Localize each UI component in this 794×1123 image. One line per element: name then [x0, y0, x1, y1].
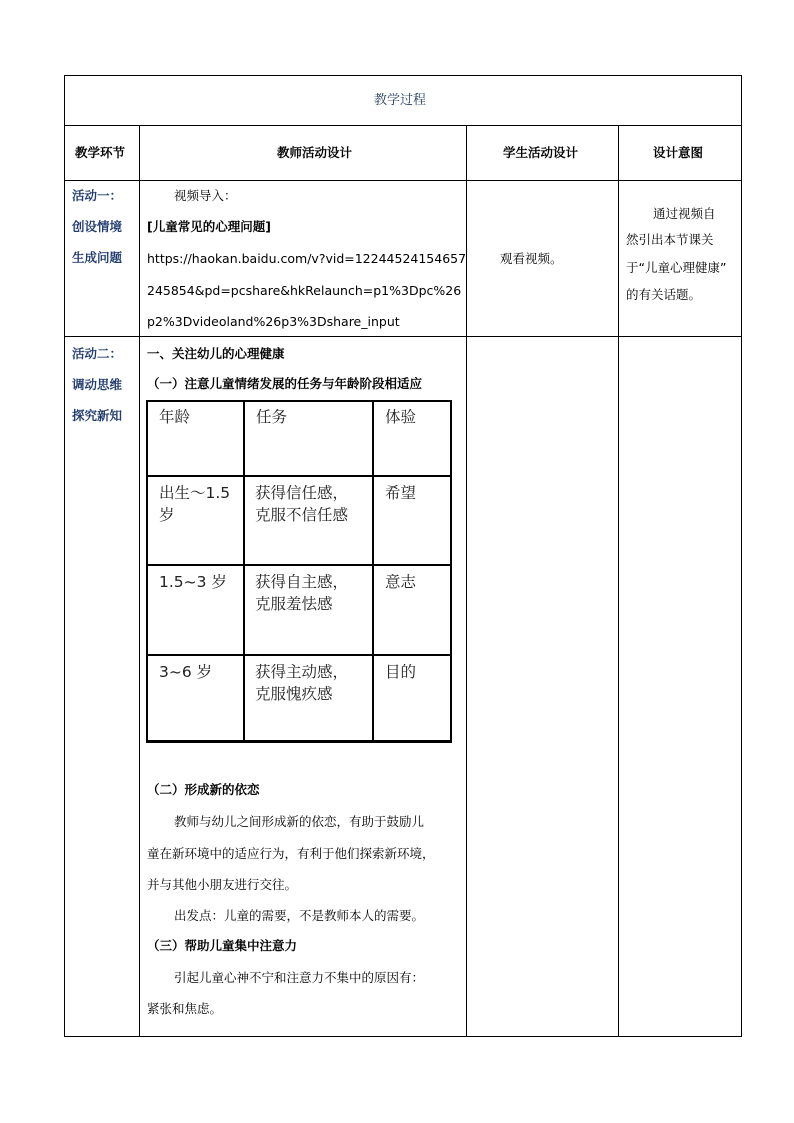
inner-cell-age: 3~6 岁	[159, 663, 213, 681]
video-link[interactable]: https://haokan.baidu.com/v?vid=12244524154657	[147, 251, 467, 266]
row-divider	[64, 336, 742, 337]
activity2-label: 探究新知	[72, 408, 123, 423]
paragraph-line: 出发点：儿童的需要，不是教师本人的需要。	[174, 908, 425, 923]
subsection-heading: （一）注意儿童情绪发展的任务与年龄阶段相适应	[147, 376, 423, 391]
inner-cell-task: 获得主动感， 克服愧疚感	[255, 663, 349, 703]
video-intro-text: 视频导入：	[174, 188, 237, 203]
column-divider	[139, 125, 140, 1037]
inner-cell-experience: 希望	[385, 484, 417, 502]
inner-row-divider	[146, 654, 452, 656]
video-link[interactable]: p2%3Dvideoland%26p3%3Dshare_input	[147, 314, 400, 329]
paragraph-line: 紧张和焦虑。	[147, 1001, 223, 1016]
inner-row-divider	[146, 475, 452, 477]
inner-cell-experience: 目的	[385, 663, 417, 681]
activity2-label: 活动二：	[72, 346, 123, 361]
inner-column-divider	[372, 400, 374, 743]
inner-header-task: 任务	[256, 408, 288, 426]
activity2-label: 调动思维	[72, 377, 123, 392]
inner-cell-experience: 意志	[385, 573, 417, 591]
subsection-heading: （三）帮助儿童集中注意力	[147, 938, 298, 953]
paragraph-line: 并与其他小朋友进行交往。	[147, 877, 298, 892]
table-title: 教学过程	[374, 93, 427, 108]
design-intent-text: 的有关话题。	[626, 287, 702, 302]
section-heading: 一、关注幼儿的心理健康	[147, 346, 285, 361]
header-teaching-stage: 教学环节	[75, 145, 126, 160]
video-title: [儿童常见的心理问题]	[147, 219, 271, 234]
paragraph-line: 教师与幼儿之间形成新的依恋，有助于鼓励儿	[174, 814, 425, 829]
subsection-heading: （二）形成新的依恋	[147, 782, 260, 797]
inner-cell-age: 出生～1.5 岁	[159, 484, 231, 524]
inner-cell-task: 获得自主感， 克服羞怯感	[255, 573, 349, 613]
row-divider	[64, 180, 742, 181]
column-divider	[466, 125, 467, 1037]
activity1-label: 创设情境	[72, 219, 123, 234]
row-divider	[64, 125, 742, 126]
activity1-label: 生成问题	[72, 250, 123, 265]
inner-row-divider	[146, 564, 452, 566]
header-design-intent: 设计意图	[653, 145, 704, 160]
column-divider	[618, 125, 619, 1037]
paragraph-line: 童在新环境中的适应行为，有利于他们探索新环境，	[147, 846, 435, 861]
inner-column-divider	[243, 400, 245, 743]
design-intent-text: 然引出本节课关	[626, 232, 714, 247]
video-link[interactable]: 245854&pd=pcshare&hkRelaunch=p1%3Dpc%26	[147, 283, 462, 298]
student-activity-text: 观看视频。	[500, 251, 563, 266]
inner-header-age: 年龄	[159, 408, 191, 426]
inner-cell-task: 获得信任感， 克服不信任感	[255, 484, 349, 524]
inner-header-experience: 体验	[385, 408, 417, 426]
paragraph-line: 引起儿童心神不宁和注意力不集中的原因有：	[174, 970, 425, 985]
design-intent-text: 于“儿童心理健康”	[626, 260, 727, 275]
inner-cell-age: 1.5~3 岁	[159, 573, 227, 591]
design-intent-text: 通过视频自	[653, 206, 716, 221]
header-student-activity: 学生活动设计	[503, 145, 579, 160]
header-teacher-activity: 教师活动设计	[277, 145, 353, 160]
activity1-label: 活动一：	[72, 188, 123, 203]
